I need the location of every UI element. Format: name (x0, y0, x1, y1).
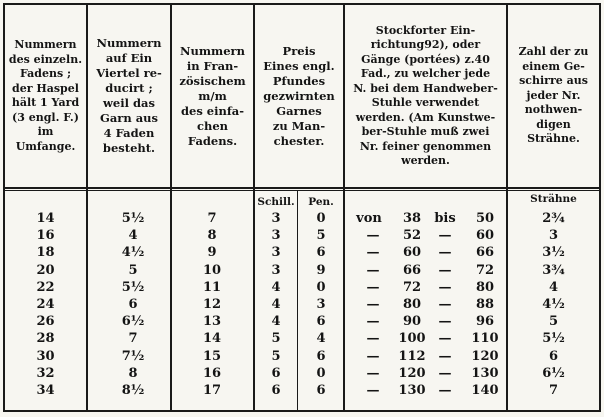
english-number: 20 (36, 262, 55, 278)
english-number: 22 (36, 279, 55, 295)
french-number: 12 (202, 297, 222, 312)
english-number: 32 (36, 365, 55, 381)
english-number: 16 (36, 228, 55, 244)
quarter-number: 8 (128, 365, 138, 381)
header-price: Preis Eines engl. Pfundes gezwirnten Garnes zu Man- chester. (263, 43, 335, 148)
range-dash: — (438, 331, 452, 347)
range-dash: — (366, 331, 380, 347)
english-number: 34 (36, 383, 55, 398)
range-to: 60 (475, 228, 495, 244)
range-dash: — (366, 383, 380, 398)
pence-rule (297, 191, 298, 410)
skein-count: 3 (548, 228, 559, 244)
range-to: 88 (475, 297, 495, 312)
price-shilling: 6 (271, 383, 281, 398)
range-dash: — (366, 348, 380, 364)
english-number: 26 (36, 314, 55, 330)
range-to: 50 (475, 211, 495, 226)
unit-skein: Strähne (530, 193, 577, 205)
range-dash: — (438, 314, 452, 330)
price-shilling: 6 (271, 365, 281, 381)
price-shilling: 3 (271, 211, 281, 226)
bottom-rule (3, 410, 601, 412)
english-number: 18 (36, 245, 55, 261)
french-number: 7 (207, 211, 217, 226)
quarter-number: 7½ (121, 348, 145, 364)
french-number: 14 (202, 331, 222, 347)
range-from: 100 (398, 331, 426, 347)
range-from: 72 (402, 279, 422, 295)
range-dash: — (366, 245, 380, 261)
range-to: 120 (471, 348, 499, 364)
price-shilling: 5 (271, 348, 281, 364)
price-pence: 0 (316, 365, 326, 381)
french-number: 16 (202, 365, 222, 381)
french-number: 17 (202, 383, 222, 398)
header-rule (3, 187, 601, 189)
skein-count: 5 (548, 314, 559, 330)
price-pence: 4 (316, 331, 326, 347)
price-pence: 6 (316, 314, 326, 330)
unit-pence: Pen. (308, 196, 334, 208)
skein-count: 6 (548, 348, 559, 364)
range-from: 130 (398, 383, 426, 398)
range-dash: — (438, 365, 452, 381)
column-rule (599, 3, 601, 412)
range-from: 66 (402, 262, 422, 278)
range-to: 130 (471, 365, 499, 381)
english-number: 30 (36, 348, 55, 364)
english-number: 28 (36, 331, 55, 347)
skein-count: 5½ (542, 331, 565, 347)
range-dash: — (438, 262, 452, 278)
french-number: 13 (202, 314, 222, 330)
range-dash: — (438, 297, 452, 312)
range-dash: — (366, 314, 380, 330)
range-from: 120 (398, 365, 426, 381)
range-dash: — (438, 279, 452, 295)
price-shilling: 4 (271, 314, 281, 330)
skein-count: 3¾ (542, 262, 565, 278)
english-number: 14 (36, 211, 55, 226)
range-from: 38 (402, 211, 422, 226)
french-number: 11 (202, 279, 222, 295)
quarter-number: 6½ (121, 314, 145, 330)
range-to: 110 (471, 331, 499, 347)
range-dash: — (366, 365, 380, 381)
price-shilling: 3 (271, 245, 281, 261)
price-pence: 0 (316, 279, 326, 295)
price-pence: 0 (316, 211, 326, 226)
header-english-number: Nummern des einzeln. Fadens ; der Haspel hält 1 Yard (3 engl. F.) im Umfange. (8, 38, 83, 153)
range-to: 66 (475, 245, 495, 261)
quarter-number: 8½ (121, 383, 145, 398)
price-shilling: 4 (271, 279, 281, 295)
skein-count: 4½ (542, 297, 565, 312)
price-shilling: 3 (271, 228, 281, 244)
header-stockport-setting: Stockforter Ein- richtung92), oder Gänge (portées) z.40 Fad., zu welcher jede N. bei dem Handweber- Stuhle verwendet werden. (Am Kunstwe- ber-Stuhle muß zwei Nr. feiner genommen werden. (353, 23, 498, 167)
range-to: 80 (475, 279, 495, 295)
price-shilling: 5 (271, 331, 281, 347)
french-number: 15 (202, 348, 222, 364)
price-pence: 9 (316, 262, 326, 278)
range-dash: — (366, 228, 380, 244)
french-number: 8 (207, 228, 217, 244)
quarter-number: 4½ (121, 245, 145, 261)
range-to: 96 (475, 314, 495, 330)
price-pence: 3 (316, 297, 326, 312)
range-to: 72 (475, 262, 495, 278)
unit-rule (3, 190, 601, 191)
header-skeins-count: Zahl der zu einem Ge- schirre aus jeder Nr. nothwen- digen Strähne. (518, 45, 589, 146)
range-dash: — (438, 245, 452, 261)
skein-count: 7 (548, 383, 559, 398)
range-dash: — (438, 383, 452, 398)
range-dash: — (438, 228, 452, 244)
range-to-word: bis (434, 211, 456, 226)
range-dash: — (366, 297, 380, 312)
skein-count: 2¾ (542, 211, 565, 226)
range-to: 140 (471, 383, 499, 398)
header-quarter-number: Nummern auf Ein Viertel re- ducirt ; weil das Garn aus 4 Faden besteht. (96, 36, 162, 155)
price-pence: 6 (316, 245, 326, 261)
skein-count: 6½ (542, 365, 565, 381)
top-rule (3, 3, 601, 5)
range-dash: — (366, 279, 380, 295)
header-french-number: Nummern in Fran- zösischem m/m des einfa- chen Fadens. (179, 43, 246, 148)
price-pence: 5 (316, 228, 326, 244)
french-number: 9 (207, 245, 217, 261)
quarter-number: 5 (128, 262, 138, 278)
price-pence: 6 (316, 383, 326, 398)
price-shilling: 4 (271, 297, 281, 312)
skein-count: 3½ (542, 245, 565, 261)
english-number: 24 (36, 297, 55, 312)
price-shilling: 3 (271, 262, 281, 278)
range-dash: — (366, 262, 380, 278)
range-from: 80 (402, 297, 422, 312)
quarter-number: 6 (128, 297, 138, 312)
quarter-number: 7 (128, 331, 138, 347)
range-from: 52 (402, 228, 422, 244)
french-number: 10 (202, 262, 222, 278)
range-from-word: von (356, 211, 382, 226)
range-dash: — (438, 348, 452, 364)
range-from: 112 (398, 348, 426, 364)
quarter-number: 4 (128, 228, 138, 244)
quarter-number: 5½ (121, 279, 145, 295)
price-pence: 6 (316, 348, 326, 364)
range-from: 90 (402, 314, 422, 330)
skein-count: 4 (548, 279, 559, 295)
range-from: 60 (402, 245, 422, 261)
quarter-number: 5½ (121, 211, 145, 226)
unit-shilling: Schill. (257, 196, 295, 208)
